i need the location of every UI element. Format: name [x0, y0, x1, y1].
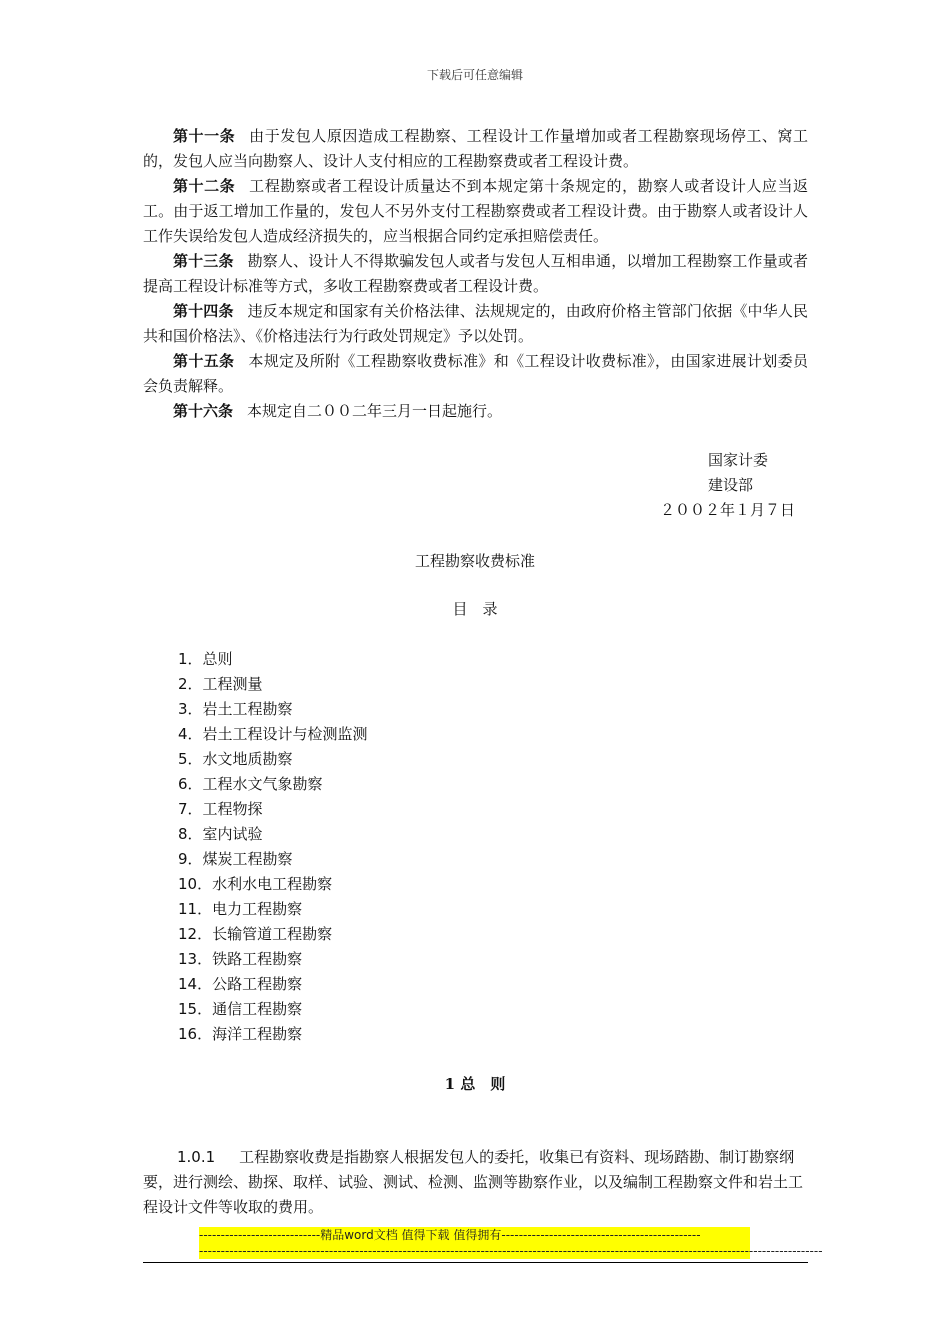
toc-number: 9． — [178, 850, 203, 868]
toc-item — [178, 922, 368, 947]
toc-number: 16． — [178, 1025, 213, 1043]
clause-paragraph — [143, 1145, 808, 1220]
toc-text: 工程水文气象勘察 — [202, 775, 323, 793]
article-12 — [143, 174, 808, 249]
toc-number: 11． — [178, 900, 213, 918]
toc-text: 室内试验 — [202, 825, 263, 843]
toc-item — [178, 847, 368, 872]
toc-text: 水文地质勘察 — [202, 750, 293, 768]
article-16 — [143, 399, 808, 424]
toc-text: 通信工程勘察 — [212, 1000, 303, 1018]
toc-text: 岩土工程勘察 — [202, 700, 293, 718]
toc-text: 长输管道工程勘察 — [212, 925, 333, 943]
table-of-contents — [178, 647, 368, 1047]
toc-item — [178, 997, 368, 1022]
article-13 — [143, 249, 808, 299]
article-label: 第十三条 — [173, 252, 234, 270]
banner-line-1: ----------------------------精品word文档 值得下载 值得拥有---------------------------------------------- — [199, 1228, 701, 1242]
section-title: 1 总 则 — [444, 1075, 506, 1093]
page-header: 下载后可任意编辑 — [426, 68, 523, 82]
toc-item — [178, 947, 368, 972]
article-text: 由于发包人原因造成工程勘察、工程设计工作量增加或者工程勘察现场停工、窝工的，发包人应当向勘察人、设计人支付相应的工程勘察费或者工程设计费。 — [143, 127, 808, 170]
toc-number: 2． — [178, 675, 203, 693]
signature-org-1: 国家计委 — [708, 451, 769, 469]
toc-item — [178, 697, 368, 722]
toc-item — [178, 897, 368, 922]
toc-text: 岩土工程设计与检测监测 — [202, 725, 368, 743]
toc-text: 总则 — [202, 650, 233, 668]
articles-section — [143, 124, 808, 424]
toc-number: 15． — [178, 1000, 213, 1018]
banner-line-2: ------------------------------------------------------------------------------------------------------------------------------------------------ — [199, 1244, 823, 1258]
toc-item — [178, 772, 368, 797]
article-label: 第十二条 — [173, 177, 236, 195]
toc-text: 水利水电工程勘察 — [212, 875, 333, 893]
article-15 — [143, 349, 808, 399]
toc-text: 工程测量 — [202, 675, 263, 693]
toc-item — [178, 797, 368, 822]
toc-number: 1． — [178, 650, 203, 668]
toc-number: 5． — [178, 750, 203, 768]
signature-date: ２００２年１月７日 — [660, 501, 796, 519]
footer-rule — [143, 1262, 808, 1263]
toc-text: 海洋工程勘察 — [212, 1025, 303, 1043]
toc-item — [178, 747, 368, 772]
toc-number: 6． — [178, 775, 203, 793]
toc-number: 4． — [178, 725, 203, 743]
article-text: 违反本规定和国家有关价格法律、法规规定的，由政府价格主管部门依据《中华人民共和国价格法》、《价格违法行为行政处罚规定》予以处罚。 — [143, 302, 808, 345]
article-14 — [143, 299, 808, 349]
article-11 — [143, 124, 808, 174]
toc-text: 公路工程勘察 — [212, 975, 303, 993]
toc-item — [178, 972, 368, 997]
article-label: 第十一条 — [173, 127, 236, 145]
toc-text: 煤炭工程勘察 — [202, 850, 293, 868]
article-label: 第十五条 — [173, 352, 235, 370]
toc-number: 7． — [178, 800, 203, 818]
document-title: 工程勘察收费标准 — [414, 552, 535, 570]
toc-title: 目 录 — [452, 600, 498, 618]
article-text: 本规定及所附《工程勘察收费标准》和《工程设计收费标准》，由国家进展计划委员会负责解释。 — [143, 352, 808, 395]
toc-number: 10． — [178, 875, 213, 893]
toc-number: 3． — [178, 700, 203, 718]
toc-item — [178, 822, 368, 847]
article-text: 本规定自二００二年三月一日起施行。 — [247, 402, 503, 420]
article-text: 工程勘察或者工程设计质量达不到本规定第十条规定的，勘察人或者设计人应当返工。由于返工增加工作量的，发包人不另外支付工程勘察费或者工程设计费。由于勘察人或者设计人工作失误给发包人造成经济损失的，应当根据合同约定承担赔偿责任。 — [143, 177, 808, 245]
toc-number: 12． — [178, 925, 213, 943]
article-label: 第十四条 — [173, 302, 234, 320]
toc-item — [178, 722, 368, 747]
article-label: 第十六条 — [173, 402, 234, 420]
footer-banner — [199, 1227, 823, 1259]
toc-text: 电力工程勘察 — [212, 900, 303, 918]
toc-number: 13． — [178, 950, 213, 968]
toc-text: 铁路工程勘察 — [212, 950, 303, 968]
toc-item — [178, 872, 368, 897]
toc-number: 8． — [178, 825, 203, 843]
clause-text: 工程勘察收费是指勘察人根据发包人的委托，收集已有资料、现场踏勘、制订勘察纲要，进行测绘、勘探、取样、试验、测试、检测、监测等勘察作业，以及编制工程勘察文件和岩土工程设计文件等收取的费用。 — [143, 1148, 804, 1216]
toc-item — [178, 647, 368, 672]
clause-number: 1.0.1 — [177, 1148, 216, 1166]
article-text: 勘察人、设计人不得欺骗发包人或者与发包人互相串通，以增加工程勘察工作量或者提高工程设计标准等方式，多收工程勘察费或者工程设计费。 — [143, 252, 808, 295]
toc-item — [178, 1022, 368, 1047]
toc-number: 14． — [178, 975, 213, 993]
signature-org-2: 建设部 — [708, 476, 754, 494]
toc-item — [178, 672, 368, 697]
toc-text: 工程物探 — [202, 800, 263, 818]
